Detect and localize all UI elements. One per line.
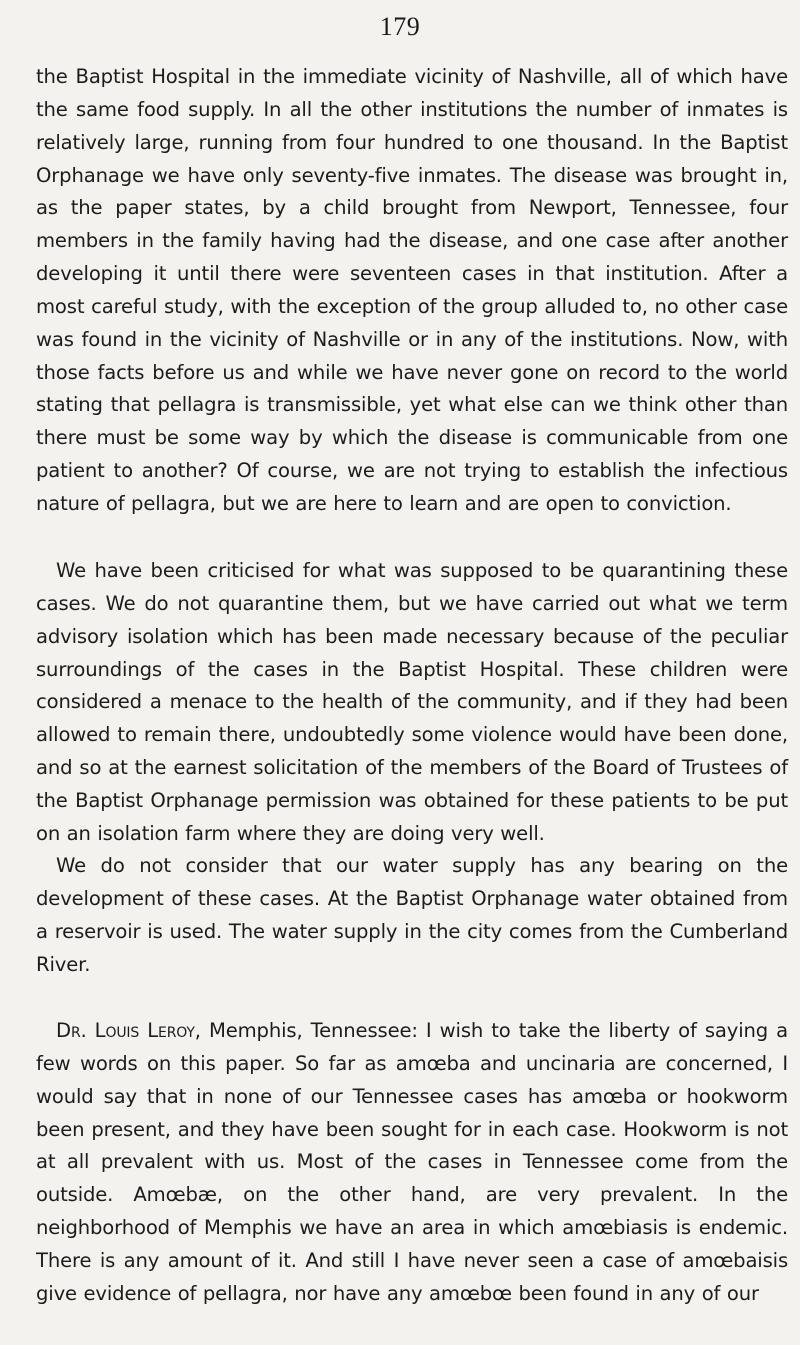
speaker-name: Dr. Louis Leroy, [56,1019,201,1042]
paragraph-text: We have been criticised for what was supposed to be quarantining these cases. We do not quarantine them, but we have carried out what we term advisory isolation which has been made necessary because of the peculiar surroundings of the cases in the Baptist Hospital. These children were considered a menace to the health of the community, and if they had been allowed to remain there, undoubtedly some violence would have been done, and so at the earnest solicitation of the members of the Board of Trustees of the Baptist Orphanage permission was obtained for these patients to be put on an isolation farm where they are doing very well. [36,559,788,845]
speaker-remarks: Memphis, Tennessee: I wish to take the liberty of saying a few words on this paper. So far as amœba and uncinaria are concerned, I would say that in none of our Tennessee cases has amœba or hookworm been present, and they have been sought for in each case. Hookworm is not at all prevalent with us. Most of the cases in Tennessee come from the outside. Amœbæ, on the other hand, are very prevalent. In the neighborhood of Memphis we have an area in which amœbiasis is endemic. There is any amount of it. And still I have never seen a case of amœbaisis give evidence of pellagra, nor have any amœbœ been found in any of our [36,1019,788,1305]
paragraph-discussion-leroy [36,1015,788,1311]
paragraph-water-supply [36,850,788,981]
paragraph-text [36,1015,788,1311]
paragraph-continuation [36,61,788,521]
paragraph-isolation [36,555,788,851]
page-number: 179 [379,12,421,41]
paragraph-text: the Baptist Hospital in the immediate vicinity of Nashville, all of which have the same food supply. In all the other institutions the number of inmates is relatively large, running from four hundred to one thousand. In the Baptist Orphanage we have only seventy-five inmates. The disease was brought in, as the paper states, by a child brought from Newport, Tennessee, four members in the family having had the disease, and one case after another developing it until there were seventeen cases in that institution. After a most careful study, with the exception of the group alluded to, no other case was found in the vicinity of Nashville or in any of the institutions. Now, with those facts before us and while we have never gone on record to the world stating that pellagra is transmissible, yet what else can we think other than there must be some way by which the disease is communicable from one patient to another? Of course, we are not trying to establish the infectious nature of pellagra, but we are here to learn and are open to conviction. [36,65,788,515]
paragraph-text: We do not consider that our water supply has any bearing on the development of these cases. At the Baptist Orphanage water obtained from a reservoir is used. The water supply in the city comes from the Cumberland River. [36,854,788,976]
